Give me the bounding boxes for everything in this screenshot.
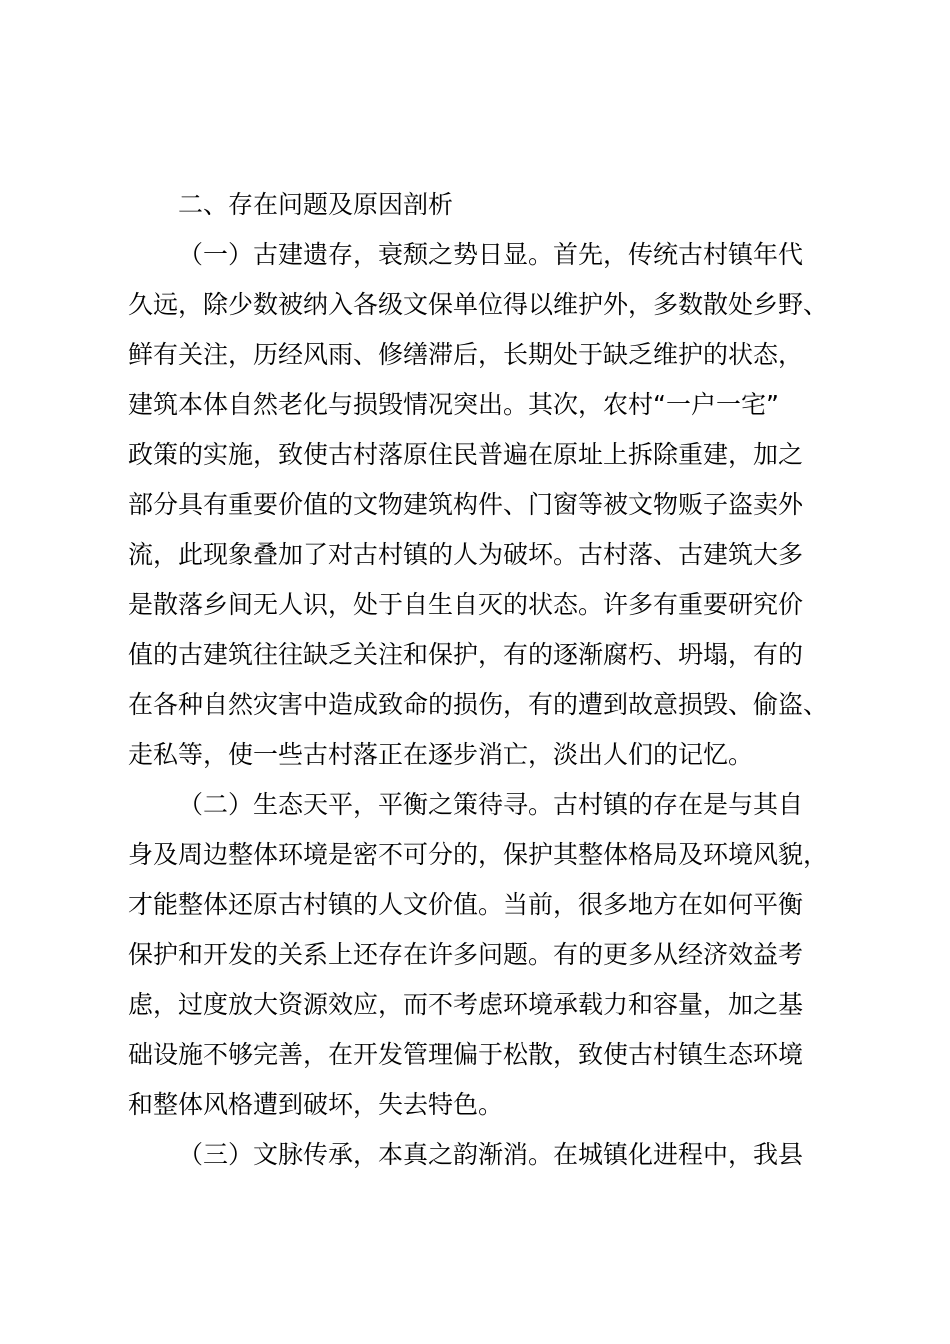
paragraph-1-line: （一）古建遗存，衰颓之势日显。首先，传统古村镇年代 (178, 240, 804, 269)
paragraph-2-line: 保护和开发的关系上还存在许多问题。有的更多从经济效益考 (128, 940, 804, 969)
paragraph-3-line: （三）文脉传承，本真之韵渐消。在城镇化进程中，我县 (178, 1140, 804, 1169)
paragraph-1-line: 值的古建筑往往缺乏关注和保护，有的逐渐腐朽、坍塌，有的 (128, 640, 804, 669)
paragraph-1-line: 建筑本体自然老化与损毁情况突出。其次，农村“一户一宅” (128, 390, 779, 419)
section-heading: 二、存在问题及原因剖析 (178, 190, 454, 219)
paragraph-1-line: 政策的实施，致使古村落原住民普遍在原址上拆除重建，加之 (128, 440, 804, 469)
paragraph-1-line: 是散落乡间无人识，处于自生自灭的状态。许多有重要研究价 (128, 590, 804, 619)
paragraph-2-line: 身及周边整体环境是密不可分的，保护其整体格局及环境风貌， (128, 840, 829, 869)
paragraph-2-line: 才能整体还原古村镇的人文价值。当前，很多地方在如何平衡 (128, 890, 804, 919)
paragraph-1-line: 在各种自然灾害中造成致命的损伤，有的遭到故意损毁、偷盗、 (128, 690, 829, 719)
paragraph-1-line: 流，此现象叠加了对古村镇的人为破坏。古村落、古建筑大多 (128, 540, 804, 569)
paragraph-2-line: 础设施不够完善，在开发管理偏于松散，致使古村镇生态环境 (128, 1040, 804, 1069)
paragraph-2-line: （二）生态天平，平衡之策待寻。古村镇的存在是与其自 (178, 790, 804, 819)
paragraph-1-line: 走私等，使一些古村落正在逐步消亡，淡出人们的记忆。 (128, 740, 754, 769)
paragraph-2-line: 和整体风格遭到破坏，失去特色。 (128, 1090, 504, 1119)
paragraph-1-line: 鲜有关注，历经风雨、修缮滞后，长期处于缺乏维护的状态， (128, 340, 804, 369)
document-body (128, 180, 848, 1180)
paragraph-1-line: 久远，除少数被纳入各级文保单位得以维护外，多数散处乡野、 (128, 290, 829, 319)
paragraph-1-line: 部分具有重要价值的文物建筑构件、门窗等被文物贩子盗卖外 (128, 490, 804, 519)
paragraph-2-line: 虑，过度放大资源效应，而不考虑环境承载力和容量，加之基 (128, 990, 804, 1019)
